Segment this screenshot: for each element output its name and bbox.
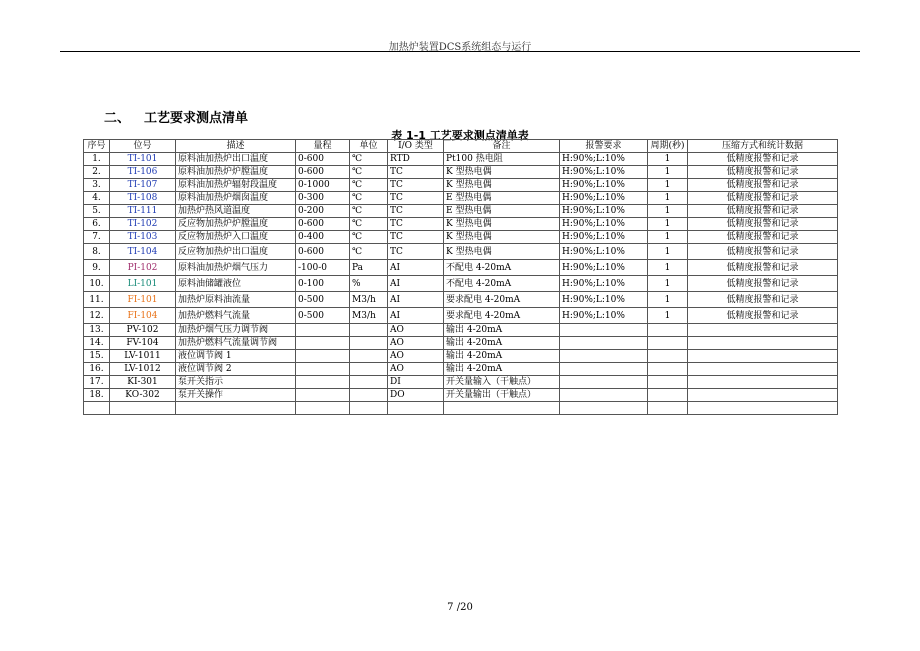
cell-desc: 加热炉烟气压力调节阀 <box>176 324 296 337</box>
cell-desc: 液位调节阀 1 <box>176 350 296 363</box>
cell-io: AO <box>388 350 444 363</box>
cell-desc: 液位调节阀 2 <box>176 363 296 376</box>
cell-io: TC <box>388 179 444 192</box>
cell-compress <box>688 402 838 415</box>
cell-range <box>296 350 350 363</box>
cell-range: 0-100 <box>296 276 350 292</box>
cell-no: 15. <box>84 350 110 363</box>
cell-period: 1 <box>648 205 688 218</box>
cell-tag: TI-106 <box>110 166 176 179</box>
cell-compress <box>688 350 838 363</box>
table-row <box>84 376 838 389</box>
cell-io: AI <box>388 308 444 324</box>
cell-alarm <box>560 363 648 376</box>
cell-note: 开关量输出（干触点） <box>444 389 560 402</box>
cell-note: 要求配电 4-20mA <box>444 308 560 324</box>
cell-unit: Pa <box>350 260 388 276</box>
cell-io: TC <box>388 166 444 179</box>
running-header: 加热炉装置DCS系统组态与运行 <box>388 42 532 53</box>
cell-no: 16. <box>84 363 110 376</box>
col-header-range: 量程 <box>296 140 350 153</box>
cell-period: 1 <box>648 192 688 205</box>
cell-desc: 原料油加热炉辐射段温度 <box>176 179 296 192</box>
cell-io: AI <box>388 276 444 292</box>
cell-alarm <box>560 350 648 363</box>
cell-tag: FV-104 <box>110 337 176 350</box>
table-row <box>84 350 838 363</box>
page-number: 7 /20 <box>447 602 473 613</box>
cell-compress <box>688 337 838 350</box>
cell-no: 10. <box>84 276 110 292</box>
cell-compress: 低精度报警和记录 <box>688 153 838 166</box>
cell-period <box>648 337 688 350</box>
cell-range: 0-600 <box>296 218 350 231</box>
cell-tag: LV-1011 <box>110 350 176 363</box>
cell-period: 1 <box>648 244 688 260</box>
cell-no: 4. <box>84 192 110 205</box>
cell-no: 7. <box>84 231 110 244</box>
cell-tag: KO-302 <box>110 389 176 402</box>
measurement-points-table <box>83 139 838 415</box>
cell-tag: TI-104 <box>110 244 176 260</box>
cell-unit: ℃ <box>350 166 388 179</box>
cell-desc: 加热炉原料油流量 <box>176 292 296 308</box>
section-heading <box>104 107 248 126</box>
cell-io: DO <box>388 389 444 402</box>
cell-range: -100-0 <box>296 260 350 276</box>
cell-io: AO <box>388 337 444 350</box>
cell-alarm: H:90%;L:10% <box>560 276 648 292</box>
cell-alarm: H:90%;L:10% <box>560 192 648 205</box>
cell-io: DI <box>388 376 444 389</box>
cell-unit <box>350 337 388 350</box>
cell-alarm: H:90%;L:10% <box>560 260 648 276</box>
cell-alarm <box>560 337 648 350</box>
cell-alarm: H:90%;L:10% <box>560 308 648 324</box>
cell-period: 1 <box>648 179 688 192</box>
cell-note: E 型热电偶 <box>444 192 560 205</box>
cell-note: 输出 4-20mA <box>444 350 560 363</box>
cell-period <box>648 324 688 337</box>
cell-range: 0-1000 <box>296 179 350 192</box>
cell-period: 1 <box>648 276 688 292</box>
cell-alarm: H:90%;L:10% <box>560 166 648 179</box>
cell-note: 不配电 4-20mA <box>444 276 560 292</box>
table-row <box>84 205 838 218</box>
cell-io: TC <box>388 192 444 205</box>
cell-no <box>84 402 110 415</box>
cell-alarm <box>560 389 648 402</box>
cell-period: 1 <box>648 292 688 308</box>
cell-period <box>648 350 688 363</box>
cell-note: K 型热电偶 <box>444 218 560 231</box>
cell-unit: ℃ <box>350 244 388 260</box>
cell-desc: 加热炉燃料气流量调节阀 <box>176 337 296 350</box>
cell-no: 3. <box>84 179 110 192</box>
cell-range <box>296 363 350 376</box>
table-row <box>84 244 838 260</box>
table-row <box>84 218 838 231</box>
cell-desc: 原料油加热炉出口温度 <box>176 153 296 166</box>
cell-range: 0-600 <box>296 244 350 260</box>
cell-unit <box>350 350 388 363</box>
cell-range <box>296 376 350 389</box>
cell-io: TC <box>388 205 444 218</box>
cell-range: 0-300 <box>296 192 350 205</box>
section-title: 工艺要求测点清单 <box>144 111 249 126</box>
cell-tag: TI-101 <box>110 153 176 166</box>
cell-no: 1. <box>84 153 110 166</box>
cell-note: 输出 4-20mA <box>444 324 560 337</box>
cell-note: 要求配电 4-20mA <box>444 292 560 308</box>
cell-compress: 低精度报警和记录 <box>688 292 838 308</box>
cell-alarm <box>560 324 648 337</box>
cell-tag: TI-108 <box>110 192 176 205</box>
cell-desc: 反应物加热炉炉膛温度 <box>176 218 296 231</box>
cell-note: 输出 4-20mA <box>444 337 560 350</box>
cell-compress: 低精度报警和记录 <box>688 308 838 324</box>
table-row <box>84 363 838 376</box>
cell-tag: TI-103 <box>110 231 176 244</box>
cell-no: 17. <box>84 376 110 389</box>
cell-tag: LV-1012 <box>110 363 176 376</box>
cell-io: TC <box>388 218 444 231</box>
cell-period: 1 <box>648 260 688 276</box>
cell-io: AI <box>388 292 444 308</box>
col-header-unit: 单位 <box>350 140 388 153</box>
col-header-compress: 压缩方式和统计数据 <box>688 140 838 153</box>
col-header-desc: 描述 <box>176 140 296 153</box>
table-row <box>84 337 838 350</box>
cell-compress: 低精度报警和记录 <box>688 260 838 276</box>
cell-unit: ℃ <box>350 192 388 205</box>
cell-unit: % <box>350 276 388 292</box>
cell-compress: 低精度报警和记录 <box>688 179 838 192</box>
cell-range <box>296 324 350 337</box>
cell-alarm: H:90%;L:10% <box>560 205 648 218</box>
cell-io: TC <box>388 231 444 244</box>
cell-period <box>648 376 688 389</box>
table-caption: 表 1-1 工艺要求测点清单表 <box>391 129 529 142</box>
cell-range: 0-500 <box>296 292 350 308</box>
cell-alarm: H:90%;L:10% <box>560 244 648 260</box>
cell-range <box>296 402 350 415</box>
table-row <box>84 192 838 205</box>
col-header-io: I/O 类型 <box>388 140 444 153</box>
cell-range: 0-400 <box>296 231 350 244</box>
cell-alarm: H:90%;L:10% <box>560 292 648 308</box>
cell-unit <box>350 376 388 389</box>
cell-io: AO <box>388 363 444 376</box>
cell-desc <box>176 402 296 415</box>
cell-tag: FI-104 <box>110 308 176 324</box>
table-row <box>84 231 838 244</box>
cell-period: 1 <box>648 166 688 179</box>
cell-compress: 低精度报警和记录 <box>688 276 838 292</box>
cell-unit: ℃ <box>350 231 388 244</box>
table-row <box>84 179 838 192</box>
cell-range <box>296 389 350 402</box>
table-row <box>84 166 838 179</box>
table-row <box>84 260 838 276</box>
cell-desc: 加热炉热风道温度 <box>176 205 296 218</box>
cell-note: Pt100 热电阻 <box>444 153 560 166</box>
cell-period <box>648 363 688 376</box>
cell-unit <box>350 363 388 376</box>
cell-desc: 原料油加热炉炉膛温度 <box>176 166 296 179</box>
header-divider <box>60 51 860 52</box>
cell-no: 11. <box>84 292 110 308</box>
cell-compress: 低精度报警和记录 <box>688 205 838 218</box>
cell-no: 5. <box>84 205 110 218</box>
cell-no: 8. <box>84 244 110 260</box>
cell-desc: 泵开关操作 <box>176 389 296 402</box>
cell-period: 1 <box>648 231 688 244</box>
cell-tag: KI-301 <box>110 376 176 389</box>
cell-note: K 型热电偶 <box>444 231 560 244</box>
cell-alarm: H:90%;L:10% <box>560 153 648 166</box>
cell-range: 0-500 <box>296 308 350 324</box>
cell-unit <box>350 389 388 402</box>
col-header-no: 序号 <box>84 140 110 153</box>
cell-no: 13. <box>84 324 110 337</box>
cell-unit: ℃ <box>350 153 388 166</box>
cell-note: E 型热电偶 <box>444 205 560 218</box>
cell-no: 14. <box>84 337 110 350</box>
cell-desc: 泵开关指示 <box>176 376 296 389</box>
col-header-alarm: 报警要求 <box>560 140 648 153</box>
cell-alarm <box>560 402 648 415</box>
cell-tag: FI-101 <box>110 292 176 308</box>
cell-desc: 原料油加热炉烟囱温度 <box>176 192 296 205</box>
col-header-tag: 位号 <box>110 140 176 153</box>
section-number: 二、 <box>104 111 131 126</box>
cell-unit: M3/h <box>350 308 388 324</box>
cell-unit <box>350 324 388 337</box>
col-header-period: 周期(秒) <box>648 140 688 153</box>
cell-note: K 型热电偶 <box>444 244 560 260</box>
cell-note: 不配电 4-20mA <box>444 260 560 276</box>
cell-alarm: H:90%;L:10% <box>560 218 648 231</box>
cell-tag <box>110 402 176 415</box>
cell-note <box>444 402 560 415</box>
cell-alarm <box>560 376 648 389</box>
cell-no: 9. <box>84 260 110 276</box>
cell-io <box>388 402 444 415</box>
cell-range: 0-200 <box>296 205 350 218</box>
cell-range <box>296 337 350 350</box>
cell-compress: 低精度报警和记录 <box>688 231 838 244</box>
cell-io: TC <box>388 244 444 260</box>
cell-desc: 反应物加热炉入口温度 <box>176 231 296 244</box>
cell-compress <box>688 363 838 376</box>
cell-period: 1 <box>648 218 688 231</box>
cell-no: 6. <box>84 218 110 231</box>
cell-period: 1 <box>648 308 688 324</box>
cell-io: AI <box>388 260 444 276</box>
table-header-row <box>84 140 838 153</box>
table-row <box>84 308 838 324</box>
cell-compress <box>688 324 838 337</box>
cell-compress: 低精度报警和记录 <box>688 244 838 260</box>
cell-tag: PI-102 <box>110 260 176 276</box>
table-row <box>84 276 838 292</box>
cell-compress: 低精度报警和记录 <box>688 166 838 179</box>
cell-desc: 原料油储罐液位 <box>176 276 296 292</box>
cell-io: RTD <box>388 153 444 166</box>
cell-compress: 低精度报警和记录 <box>688 218 838 231</box>
cell-tag: TI-111 <box>110 205 176 218</box>
cell-range: 0-600 <box>296 153 350 166</box>
table-row <box>84 153 838 166</box>
cell-unit: M3/h <box>350 292 388 308</box>
table-row <box>84 324 838 337</box>
cell-desc: 反应物加热炉出口温度 <box>176 244 296 260</box>
cell-no: 2. <box>84 166 110 179</box>
cell-tag: TI-107 <box>110 179 176 192</box>
cell-note: K 型热电偶 <box>444 166 560 179</box>
cell-note: 开关量输入（干触点） <box>444 376 560 389</box>
cell-alarm: H:90%;L:10% <box>560 179 648 192</box>
cell-no: 18. <box>84 389 110 402</box>
cell-period <box>648 389 688 402</box>
cell-tag: PV-102 <box>110 324 176 337</box>
cell-period <box>648 402 688 415</box>
cell-compress <box>688 389 838 402</box>
cell-unit: ℃ <box>350 218 388 231</box>
cell-io: AO <box>388 324 444 337</box>
col-header-note: 备注 <box>444 140 560 153</box>
cell-no: 12. <box>84 308 110 324</box>
table-row <box>84 389 838 402</box>
table-row <box>84 402 838 415</box>
cell-alarm: H:90%;L:10% <box>560 231 648 244</box>
cell-unit: ℃ <box>350 179 388 192</box>
table-body <box>84 153 838 415</box>
cell-compress: 低精度报警和记录 <box>688 192 838 205</box>
cell-tag: LI-101 <box>110 276 176 292</box>
cell-tag: TI-102 <box>110 218 176 231</box>
cell-desc: 原料油加热炉烟气压力 <box>176 260 296 276</box>
table-row <box>84 292 838 308</box>
cell-compress <box>688 376 838 389</box>
cell-period: 1 <box>648 153 688 166</box>
cell-note: 输出 4-20mA <box>444 363 560 376</box>
cell-unit: ℃ <box>350 205 388 218</box>
cell-range: 0-600 <box>296 166 350 179</box>
cell-note: K 型热电偶 <box>444 179 560 192</box>
cell-desc: 加热炉燃料气流量 <box>176 308 296 324</box>
cell-unit <box>350 402 388 415</box>
